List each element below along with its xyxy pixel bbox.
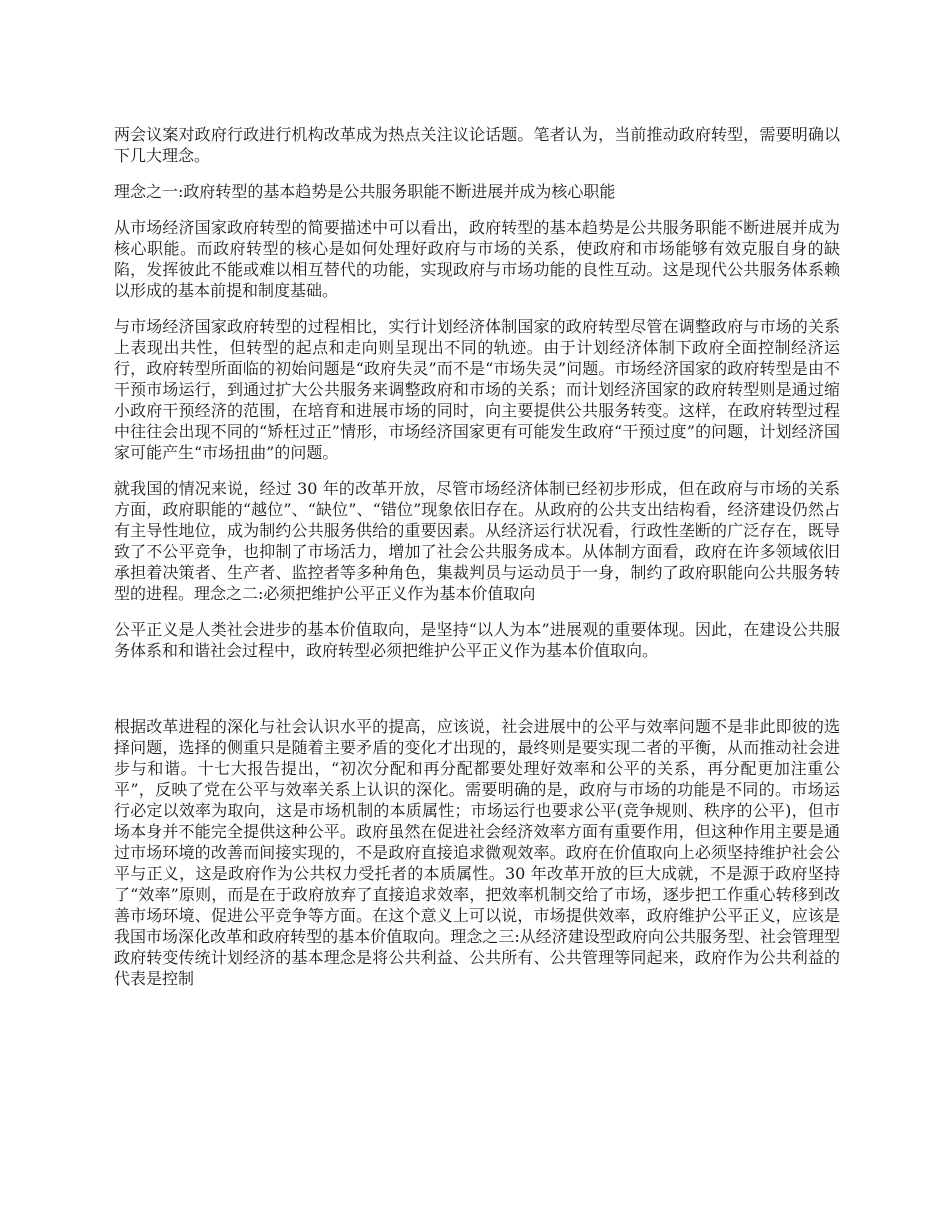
paragraph-china-situation: 就我国的情况来说，经过 30 年的改革开放，尽管市场经济体制已经初步形成，但在政府与市场的关系方面，政府职能的“越位”、“缺位”、“错位”现象依旧存在。从政府的公共支出结构看，经济建设仍然占有主导性地位，成为制约公共服务供给的重要因素。从经济运行状况看，行政性垄断的广泛存在，既导致了不公平竞争，也抑制了市场活力，增加了社会公共服务成本。从体制方面看，政府在许多领域依旧承担着决策者、生产者、监控者等多种角色，集裁判员与运动员于一身，制约了政府职能向公共服务转型的进程。理念之二:必须把维护公平正义作为基本价值取向 [114,479,840,603]
paragraph-fairness-efficiency: 根据改革进程的深化与社会认识水平的提高，应该说，社会进展中的公平与效率问题不是非此即彼的选择问题，选择的侧重只是随着主要矛盾的变化才出现的，最终则是要实现二者的平衡，从而推动社会进步与和谐。十七大报告提出，“初次分配和再分配都要处理好效率和公平的关系，再分配更加注重公平”，反映了党在公平与效率关系上认识的深化。需要明确的是，政府与市场的功能是不同的。市场运行必定以效率为取向，这是市场机制的本质属性；市场运行也要求公平(竞争规则、秩序的公平)，但市场本身并不能完全提供这种公平。政府虽然在促进社会经济效率方面有重要作用，但这种作用主要是通过市场环境的改善而间接实现的，不是政府直接追求微观效率。政府在价值取向上必须坚持维护社会公平与正义，这是政府作为公共权力受托者的本质属性。30 年改革开放的巨大成就，不是源于政府坚持了“效率”原则，而是在于政府放弃了直接追求效率，把效率机制交给了市场，逐步把工作重心转移到改善市场环境、促进公平竞争等方面。在这个意义上可以说，市场提供效率，政府维护公平正义，应该是我国市场深化改革和政府转型的基本价值取向。理念之三:从经济建设型政府向公共服务型、社会管理型政府转变传统计划经济的基本理念是将公共利益、公共所有、公共管理等同起来，政府作为公共利益的代表是控制 [114,717,840,988]
paragraph-market-economy-transformation: 从市场经济国家政府转型的简要描述中可以看出，政府转型的基本趋势是公共服务职能不断进展并成为核心职能。而政府转型的核心是如何处理好政府与市场的关系，使政府和市场能够有效克服自身的缺陷，发挥彼此不能或难以相互替代的功能，实现政府与市场功能的良性互动。这是现代公共服务体系赖以形成的基本前提和制度基础。 [114,218,840,300]
paragraph-planned-economy-comparison: 与市场经济国家政府转型的过程相比，实行计划经济体制国家的政府转型尽管在调整政府与市场的关系上表现出共性，但转型的起点和走向则呈现出不同的轨迹。由于计划经济体制下政府全面控制经济运行，政府转型所面临的初始问题是“政府失灵”而不是“市场失灵”问题。市场经济国家的政府转型是由不干预市场运行，到通过扩大公共服务来调整政府和市场的关系；而计划经济国家的政府转型则是通过缩小政府干预经济的范围，在培育和进展市场的同时，向主要提供公共服务转变。这样，在政府转型过程中往往会出现不同的“矫枉过正”情形，市场经济国家更有可能发生政府“干预过度”的问题，计划经济国家可能产生“市场扭曲”的问题。 [114,317,840,462]
heading-principle-one: 理念之一:政府转型的基本趋势是公共服务职能不断进展并成为核心职能 [114,182,616,201]
section-gap [114,676,840,716]
paragraph-intro: 两会议案对政府行政进行机构改革成为热点关注议论话题。笔者认为，当前推动政府转型，需要明确以下几大理念。 [114,125,840,165]
document-body [114,124,840,1004]
paragraph-fairness-justice: 公平正义是人类社会进步的基本价值取向，是坚持“以人为本”进展观的重要体现。因此，在建设公共服务体系和和谐社会过程中，政府转型必须把维护公平正义作为基本价值取向。 [114,620,840,660]
